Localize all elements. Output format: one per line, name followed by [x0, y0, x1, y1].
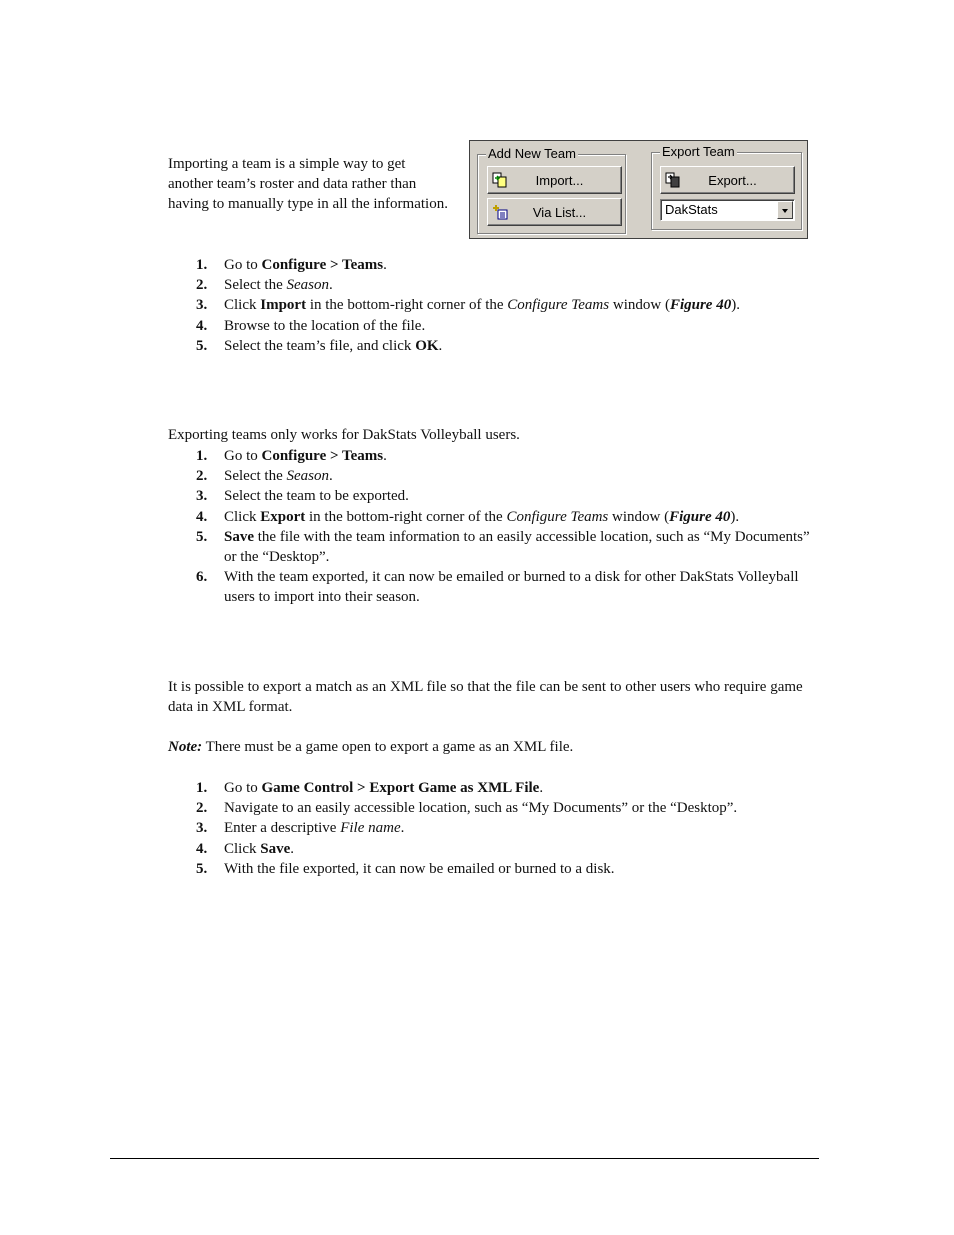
configure-teams-screenshot [469, 140, 808, 239]
step-text: Select the [224, 468, 287, 485]
step-number: 4. [196, 840, 208, 857]
list-item [196, 316, 816, 336]
step-number: 1. [196, 448, 208, 464]
step-text: Enter a descriptive [224, 820, 341, 837]
step-text: Click [224, 840, 261, 857]
step-number: 2. [196, 468, 208, 485]
via-list-button-label: Via List... [532, 204, 587, 220]
step-text: Browse to the location of the file. [224, 317, 426, 334]
step-text: Go to [224, 780, 262, 796]
team-select-dropdown[interactable] [660, 199, 795, 221]
xml-intro-paragraph: It is possible to export a match as an XML file so that the file can be sent to other users who require game data in XML format. [168, 679, 803, 715]
step-text: Figure 40 [669, 508, 731, 525]
step-text: Configure > Teams [261, 448, 384, 464]
step-text: . [328, 468, 333, 485]
export-steps-list [196, 446, 816, 608]
list-item [196, 527, 816, 567]
step-text: Navigate to an easily accessible location, such as “My Documents” or the “Desktop”. [224, 800, 738, 817]
list-item [196, 466, 816, 486]
step-text: Game Control > Export Game as XML File [261, 780, 540, 796]
step-text: Click [224, 297, 261, 314]
step-text: Configure Teams [506, 508, 609, 525]
xml-steps-list [196, 778, 816, 879]
step-text: Go to [224, 448, 262, 464]
list-item [196, 818, 816, 838]
step-number: 4. [196, 508, 208, 525]
step-number: 3. [196, 820, 208, 837]
step-text: in the bottom-right corner of the [306, 297, 508, 314]
add-new-team-group [477, 146, 626, 234]
team-select-value: DakStats [665, 202, 718, 217]
list-item [196, 567, 816, 607]
list-item [196, 839, 816, 859]
step-text: in the bottom-right corner of the [305, 508, 507, 525]
export-team-label: Export Team [662, 144, 735, 159]
import-button-label: Import... [535, 172, 584, 188]
step-text: ). [730, 508, 740, 525]
step-text: . [383, 257, 387, 273]
list-item [196, 486, 816, 506]
xml-note-paragraph [168, 737, 818, 757]
step-text: With the file exported, it can now be emailed or burned to a disk. [224, 860, 615, 877]
step-number: 5. [196, 337, 208, 354]
step-text: Select the [224, 277, 287, 294]
step-text: . [383, 448, 387, 464]
list-item [196, 336, 816, 356]
export-button-label: Export... [708, 172, 757, 188]
step-text: . [290, 840, 294, 857]
list-item [196, 859, 816, 879]
via-list-button[interactable] [487, 198, 622, 226]
list-item [196, 798, 816, 818]
list-item [196, 275, 816, 295]
step-text: Season [286, 468, 329, 485]
import-intro-paragraph: Importing a team is a simple way to get another team’s roster and data rather than having to manually type in all the information. [168, 156, 448, 212]
step-text: . [328, 277, 333, 294]
step-number: 5. [196, 528, 208, 545]
step-text: ). [731, 297, 740, 314]
export-team-group [651, 144, 802, 230]
step-text: Season [286, 277, 329, 294]
step-text: window ( [608, 508, 670, 525]
note-text: There must be a game open to export a game as an XML file. [202, 739, 574, 755]
step-text: Export [260, 508, 306, 525]
step-number: 3. [196, 488, 208, 505]
step-text: the file with the team information to an easily accessible location, such as “My Documents” or the “Desktop”. [224, 528, 810, 566]
list-item [196, 778, 816, 798]
step-text: . [400, 820, 405, 837]
step-number: 5. [196, 860, 208, 877]
list-item [196, 255, 816, 275]
chevron-down-icon[interactable] [777, 201, 793, 219]
list-item [196, 295, 816, 315]
step-number: 3. [196, 297, 208, 314]
step-text: File name [340, 820, 401, 837]
step-text: Select the team to be exported. [224, 488, 409, 505]
export-button[interactable] [660, 166, 795, 194]
add-new-team-label: Add New Team [488, 146, 576, 161]
step-text: OK [415, 337, 439, 354]
list-item [196, 507, 816, 527]
step-number: 4. [196, 317, 208, 334]
step-text: . [539, 780, 544, 796]
step-text: Save [260, 840, 291, 857]
step-number: 2. [196, 800, 208, 817]
step-number: 1. [196, 257, 208, 273]
import-button[interactable] [487, 166, 622, 194]
note-label: Note: [168, 739, 203, 755]
step-text: Click [224, 508, 261, 525]
export-intro-paragraph: Exporting teams only works for DakStats Volleyball users. [168, 427, 520, 443]
step-text: With the team exported, it can now be emailed or burned to a disk for other DakStats Volleyball users to import into their season. [224, 569, 799, 606]
step-number: 2. [196, 277, 208, 294]
step-text: . [438, 337, 443, 354]
step-text: Import [260, 297, 307, 314]
list-item [196, 446, 816, 466]
footer-divider [110, 1158, 819, 1159]
step-text: Save [224, 528, 254, 545]
step-text: window ( [609, 297, 670, 314]
step-text: Go to [224, 257, 262, 273]
step-text: Select the team’s file, and click [224, 337, 416, 354]
step-text: Figure 40 [669, 297, 732, 314]
step-text: Configure > Teams [261, 257, 384, 273]
step-text: Configure Teams [507, 297, 610, 314]
import-steps-list [196, 255, 816, 356]
step-number: 6. [196, 569, 208, 586]
step-number: 1. [196, 780, 208, 796]
